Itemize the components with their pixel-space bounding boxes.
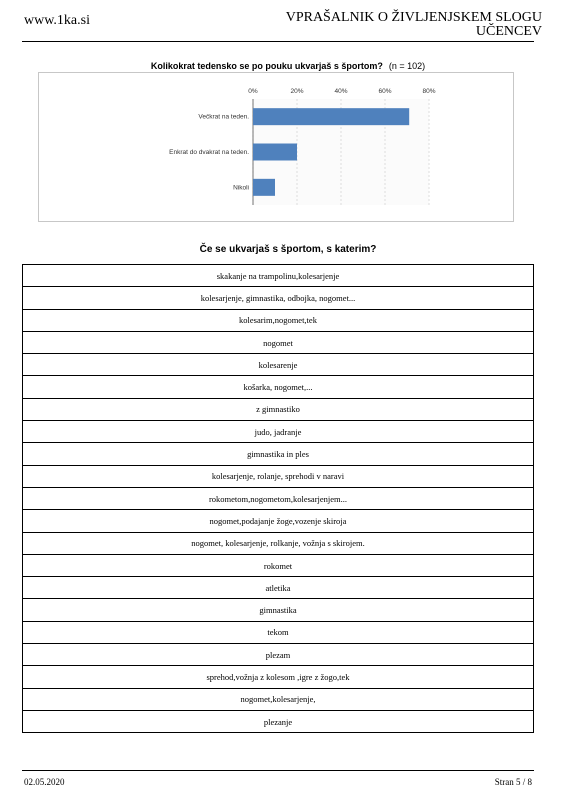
table-row — [23, 577, 534, 599]
site-url: www.1ka.si — [24, 13, 90, 28]
answer-cell: tekom — [23, 621, 534, 643]
answer-cell: atletika — [23, 577, 534, 599]
bar — [253, 179, 275, 196]
x-tick-label: 0% — [248, 88, 258, 95]
answer-cell: nogomet,podajanje žoge,vozenje skiroja — [23, 510, 534, 532]
table-row — [23, 443, 534, 465]
bar — [253, 108, 409, 125]
answer-cell: judo, jadranje — [23, 421, 534, 443]
x-tick-label: 40% — [334, 88, 348, 95]
answer-cell: nogomet,kolesarjenje, — [23, 688, 534, 710]
table-row — [23, 532, 534, 554]
answer-cell: gimnastika in ples — [23, 443, 534, 465]
answer-cell: rokometom,nogometom,kolesarjenjem... — [23, 487, 534, 509]
answer-cell: skakanje na trampolinu,kolesarjenje — [23, 265, 534, 287]
footer-date: 02.05.2020 — [24, 777, 65, 787]
table-row — [23, 331, 534, 353]
x-tick-label: 60% — [378, 88, 392, 95]
table-row — [23, 710, 534, 732]
bar-chart-svg — [39, 73, 513, 221]
answer-cell: kolesarjenje, rolanje, sprehodi v naravi — [23, 465, 534, 487]
answer-cell: gimnastika — [23, 599, 534, 621]
table-row — [23, 376, 534, 398]
chart-title — [0, 61, 576, 71]
table-row — [23, 354, 534, 376]
table-row — [23, 688, 534, 710]
footer-divider — [22, 770, 534, 771]
category-label: Večkrat na teden. — [198, 113, 249, 121]
x-tick-label: 80% — [422, 88, 436, 95]
table-row — [23, 487, 534, 509]
table-row — [23, 265, 534, 287]
x-tick-label: 20% — [290, 88, 304, 95]
table-row — [23, 554, 534, 576]
chart-title-text: Kolikokrat tedensko se po pouku ukvarjaš s športom? — [150, 61, 383, 71]
table-row — [23, 510, 534, 532]
answer-cell: sprehod,vožnja z kolesom ,igre z žogo,tek — [23, 666, 534, 688]
answer-cell: z gimnastiko — [23, 398, 534, 420]
answer-cell: košarka, nogomet,... — [23, 376, 534, 398]
table-row — [23, 309, 534, 331]
question-title: Če se ukvarjaš s športom, s katerim? — [199, 244, 377, 255]
chart-sample-size: (n = 102) — [388, 61, 426, 71]
answer-cell: rokomet — [23, 554, 534, 576]
answer-cell: kolesarim,nogomet,tek — [23, 309, 534, 331]
header-divider — [22, 41, 534, 42]
table-row — [23, 421, 534, 443]
answers-table — [22, 264, 534, 733]
document-title — [286, 11, 542, 39]
table-row — [23, 621, 534, 643]
bar — [253, 144, 297, 161]
table-row — [23, 398, 534, 420]
answer-cell: plezanje — [23, 710, 534, 732]
answer-cell: nogomet, kolesarjenje, rolkanje, vožnja s skirojem. — [23, 532, 534, 554]
table-row — [23, 666, 534, 688]
footer-page-number: Stran 5 / 8 — [494, 777, 532, 787]
table-row — [23, 287, 534, 309]
bar-chart — [38, 72, 514, 222]
answer-cell: nogomet — [23, 331, 534, 353]
category-label: Enkrat do dvakrat na teden. — [169, 149, 249, 156]
document-title-line-1: VPRAŠALNIK O ŽIVLJENJSKEM SLOGU — [285, 10, 542, 25]
table-row — [23, 599, 534, 621]
document-title-line-2: UČENCEV — [475, 24, 542, 39]
answer-cell: kolesarenje — [23, 354, 534, 376]
answer-cell: kolesarjenje, gimnastika, odbojka, nogomet... — [23, 287, 534, 309]
category-label: Nikoli — [233, 184, 249, 192]
table-row — [23, 465, 534, 487]
answer-cell: plezam — [23, 644, 534, 666]
table-row — [23, 644, 534, 666]
